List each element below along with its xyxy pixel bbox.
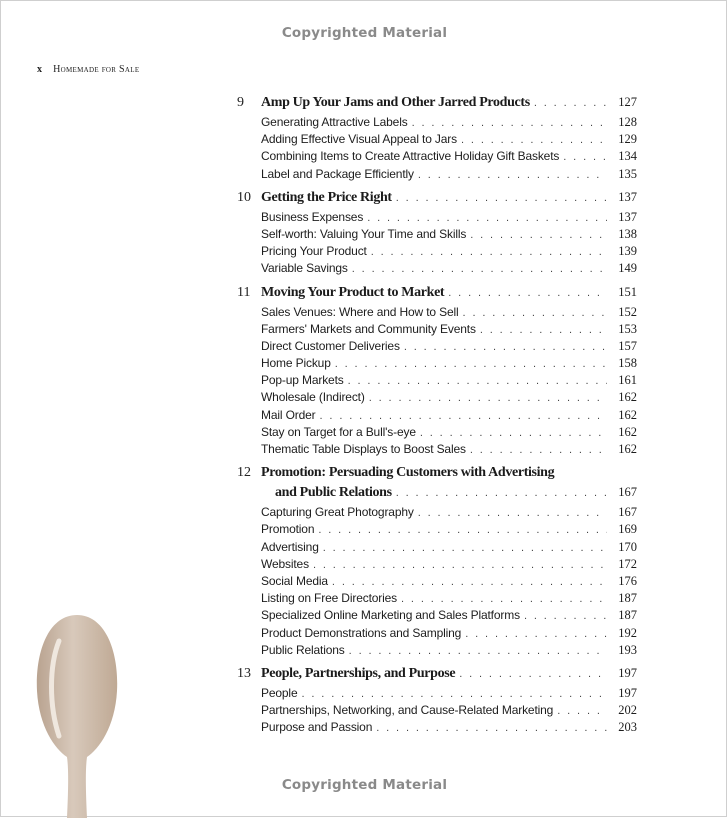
dot-leader [480, 324, 607, 336]
toc-section-entry [237, 643, 637, 660]
section-page-number: 197 [618, 685, 637, 700]
copyright-watermark-bottom: Copyrighted Material [281, 777, 448, 793]
toc-section-entry [237, 408, 637, 425]
toc-chapter-heading [237, 285, 637, 305]
section-page-number: 193 [618, 642, 637, 657]
chapter-number: 9 [237, 95, 244, 110]
section-page-number: 176 [618, 573, 637, 588]
section-page-number: 167 [618, 505, 637, 520]
section-page-number: 162 [618, 442, 637, 456]
section-title: People [261, 685, 298, 700]
toc-section-entry [237, 626, 637, 643]
dot-leader [313, 559, 607, 571]
toc-chapter-heading-continued [237, 485, 637, 505]
section-title: Websites [261, 556, 309, 571]
dot-leader [448, 287, 607, 299]
toc-section-entry [237, 574, 637, 591]
dot-leader [401, 593, 607, 605]
toc-chapter [237, 95, 637, 184]
toc-section-entry [237, 339, 637, 356]
running-head [37, 64, 139, 75]
chapter-page-number: 197 [618, 665, 637, 680]
dot-leader [323, 542, 607, 554]
section-title: Promotion [261, 522, 315, 537]
section-page-number: 153 [618, 321, 637, 336]
section-page-number: 162 [618, 424, 637, 439]
toc-section-entry [237, 261, 637, 278]
section-page-number: 203 [618, 720, 637, 735]
toc-section-entry [237, 425, 637, 442]
toc-section-entry [237, 132, 637, 149]
section-title: Advertising [261, 539, 319, 554]
dot-leader [332, 576, 607, 588]
toc-chapter-heading [237, 95, 637, 115]
dot-leader [348, 375, 607, 387]
chapter-page-number: 137 [618, 189, 637, 204]
toc-section-entry [237, 608, 637, 625]
section-page-number: 138 [618, 226, 637, 241]
section-title: Self-worth: Valuing Your Time and Skills [261, 226, 467, 241]
dot-leader [557, 705, 607, 717]
dot-leader [412, 117, 607, 129]
toc-section-entry [237, 373, 637, 390]
toc-section-entry [237, 686, 637, 703]
toc-section-entry [237, 720, 637, 737]
section-page-number: 192 [618, 625, 637, 640]
dot-leader [367, 212, 607, 224]
section-title: Label and Package Efficiently [261, 166, 414, 181]
book-title: Homemade for Sale [53, 64, 140, 75]
section-page-number: 152 [618, 304, 637, 319]
toc-section-entry [237, 356, 637, 373]
toc-section-entry [237, 557, 637, 574]
section-title: Sales Venues: Where and How to Sell [261, 304, 459, 319]
toc-section-entry [237, 390, 637, 407]
dot-leader [418, 169, 607, 181]
section-title: Direct Customer Deliveries [261, 338, 400, 353]
dot-leader [563, 151, 607, 163]
section-page-number: 161 [618, 373, 637, 388]
section-title: Thematic Table Displays to Boost Sales [261, 442, 466, 456]
toc-section-entry [237, 591, 637, 608]
dot-leader [524, 610, 607, 622]
chapter-number: 13 [237, 665, 251, 681]
dot-leader [371, 246, 607, 258]
toc-section-entry [237, 522, 637, 539]
toc-chapter [237, 190, 637, 279]
toc-section-entry [237, 703, 637, 720]
section-title: Capturing Great Photography [261, 505, 414, 520]
dot-leader [418, 507, 607, 519]
section-title: Pop-up Markets [261, 373, 344, 388]
section-title: Mail Order [261, 407, 316, 422]
toc-section-entry [237, 115, 637, 132]
section-page-number: 157 [618, 338, 637, 353]
toc-section-entry [237, 322, 637, 339]
dot-leader [404, 341, 607, 353]
section-page-number: 158 [618, 356, 637, 371]
section-title: Stay on Target for a Bull's-eye [261, 424, 416, 439]
toc-section-entry [237, 540, 637, 557]
section-title: Purpose and Passion [261, 720, 373, 735]
dot-leader [369, 392, 607, 404]
toc-section-entry [237, 149, 637, 166]
section-title: Home Pickup [261, 356, 331, 371]
toc-section-entry [237, 505, 637, 522]
chapter-title: People, Partnerships, and Purpose [261, 665, 456, 681]
section-title: Farmers' Markets and Community Events [261, 321, 476, 336]
section-page-number: 187 [618, 591, 637, 606]
section-page-number: 162 [618, 407, 637, 422]
section-page-number: 172 [618, 556, 637, 571]
section-page-number: 129 [618, 132, 637, 147]
copyright-watermark-top: Copyrighted Material [281, 25, 448, 41]
chapter-number: 11 [237, 284, 251, 300]
toc-section-entry [237, 167, 637, 184]
chapter-page-number: 127 [618, 95, 637, 109]
section-page-number: 135 [618, 166, 637, 181]
section-title: Generating Attractive Labels [261, 115, 408, 129]
dot-leader [534, 97, 607, 109]
dot-leader [301, 688, 607, 700]
toc-section-entry [237, 442, 637, 459]
dot-leader [349, 645, 607, 657]
toc-chapter-heading [237, 465, 637, 485]
dot-leader [420, 427, 607, 439]
chapter-page-number: 167 [618, 485, 637, 500]
toc-chapter-heading [237, 666, 637, 686]
dot-leader [396, 192, 607, 204]
section-page-number: 139 [618, 244, 637, 259]
chapter-number: 12 [237, 465, 251, 481]
dot-leader [459, 668, 607, 680]
toc-section-entry [237, 244, 637, 261]
dot-leader [352, 263, 607, 275]
section-page-number: 134 [618, 149, 637, 164]
section-title: Social Media [261, 573, 328, 588]
page-number: x [37, 64, 43, 75]
dot-leader [463, 307, 607, 319]
chapter-page-number: 151 [618, 284, 637, 299]
toc-section-entry [237, 227, 637, 244]
dot-leader [461, 134, 607, 146]
section-page-number: 170 [618, 539, 637, 554]
dot-leader [470, 444, 607, 456]
table-of-contents [237, 95, 637, 743]
section-title: Wholesale (Indirect) [261, 390, 365, 405]
toc-chapter [237, 465, 637, 660]
chapter-title: Amp Up Your Jams and Other Jarred Products [261, 95, 530, 110]
dot-leader [335, 358, 607, 370]
section-title: Partnerships, Networking, and Cause-Related Marketing [261, 703, 554, 718]
section-title: Product Demonstrations and Sampling [261, 625, 462, 640]
dot-leader [465, 628, 607, 640]
section-page-number: 149 [618, 261, 637, 276]
dot-leader [396, 487, 607, 499]
chapter-number: 10 [237, 189, 251, 205]
chapter-title: Getting the Price Right [261, 189, 392, 205]
dot-leader [470, 229, 607, 241]
section-page-number: 202 [618, 703, 637, 718]
toc-section-entry [237, 210, 637, 227]
toc-chapter-heading [237, 190, 637, 210]
section-title: Public Relations [261, 642, 345, 657]
toc-chapter [237, 285, 637, 460]
section-title: Pricing Your Product [261, 244, 367, 259]
section-title: Listing on Free Directories [261, 591, 398, 606]
dot-leader [320, 410, 607, 422]
section-page-number: 137 [618, 209, 637, 224]
section-page-number: 128 [618, 115, 637, 129]
toc-section-entry [237, 305, 637, 322]
toc-chapter [237, 666, 637, 738]
dot-leader [376, 722, 607, 734]
dot-leader [318, 524, 607, 536]
chapter-title: Moving Your Product to Market [261, 284, 445, 300]
section-title: Combining Items to Create Attractive Holiday Gift Baskets [261, 149, 560, 164]
section-page-number: 162 [618, 390, 637, 405]
section-page-number: 169 [618, 522, 637, 537]
chapter-title: Promotion: Persuading Customers with Advertising [261, 465, 555, 481]
section-title: Variable Savings [261, 261, 348, 276]
section-page-number: 187 [618, 608, 637, 623]
chapter-title-line2: and Public Relations [275, 485, 392, 501]
section-title: Adding Effective Visual Appeal to Jars [261, 132, 457, 147]
section-title: Specialized Online Marketing and Sales Platforms [261, 608, 520, 623]
section-title: Business Expenses [261, 209, 364, 224]
